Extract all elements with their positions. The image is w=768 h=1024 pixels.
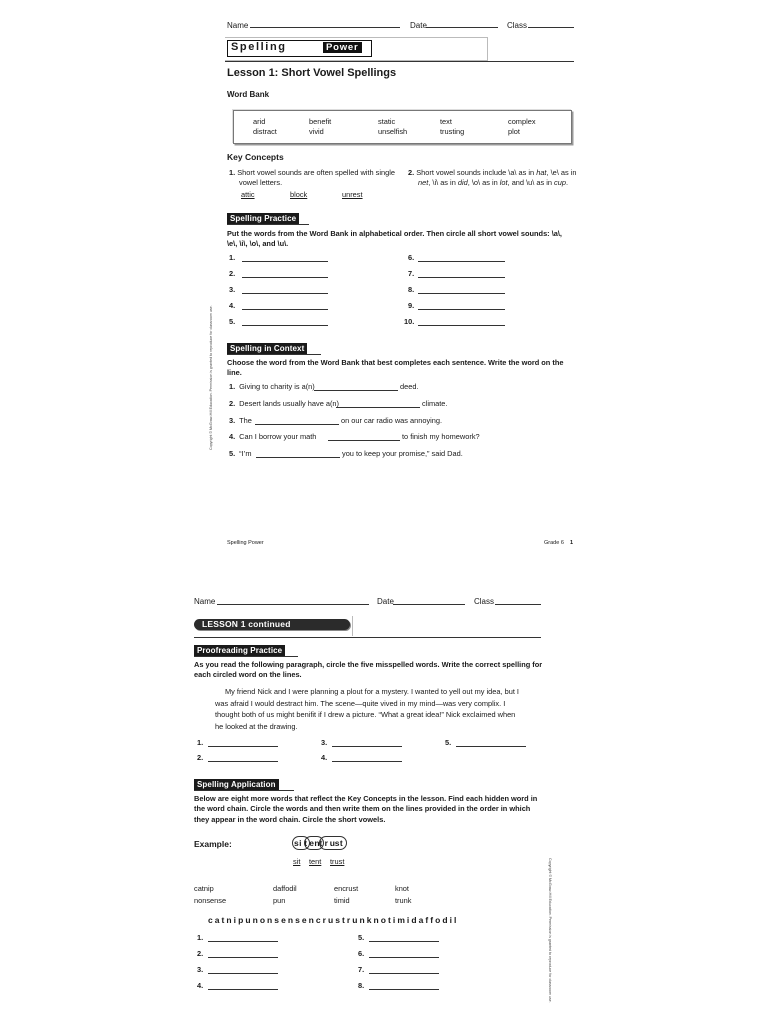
app-tag-rule [194, 790, 294, 791]
word-bank-word: static [378, 117, 396, 126]
spelling-power-logo [227, 40, 372, 57]
practice-answer-line[interactable] [418, 309, 505, 310]
proof-answer-line[interactable] [208, 746, 278, 747]
proof-instructions-2: each circled word on the lines. [194, 670, 302, 679]
application-number: 4. [197, 981, 204, 990]
copyright-sidebar-2: Copyright © McGraw-Hill Education. Permission is granted to reproduce for classroom use. [548, 858, 552, 1003]
class-line [528, 27, 574, 28]
logo-power-text: Power [323, 42, 362, 53]
practice-answer-line[interactable] [242, 261, 328, 262]
application-answer-line[interactable] [208, 989, 278, 990]
example-word: trust [330, 857, 345, 866]
practice-number: 10. [404, 317, 415, 326]
header-rule-2 [194, 637, 541, 638]
word-bank-title: Word Bank [227, 90, 270, 99]
context-answer-line[interactable] [314, 390, 398, 391]
example-word: sit [293, 857, 301, 866]
application-answer-line[interactable] [208, 941, 278, 942]
application-word: trunk [395, 896, 412, 905]
context-after-text: on our car radio was annoying. [341, 416, 443, 425]
example-chain-letter: e [309, 838, 315, 848]
example-word: tent [309, 857, 322, 866]
concept-1-example-3: unrest [342, 190, 363, 199]
application-answer-line[interactable] [208, 957, 278, 958]
concept-2-cont: net, \i\ as in did, \o\ as in lot, and \u\ as in cup. [418, 178, 569, 187]
proof-number: 1. [197, 738, 204, 747]
name-line-2 [217, 604, 369, 605]
paragraph-line: My friend Nick and I were planning a plout for a mystery. I wanted to yell out my idea, but I [225, 687, 519, 696]
application-answer-line[interactable] [369, 989, 439, 990]
proof-answer-line[interactable] [332, 746, 402, 747]
footer-title: Spelling Power [227, 540, 264, 546]
practice-answer-line[interactable] [242, 309, 328, 310]
context-answer-line[interactable] [336, 407, 420, 408]
context-number: 1. [229, 382, 236, 391]
logo-spelling-text: Spelling [231, 41, 287, 53]
word-bank-word: vivid [309, 127, 324, 136]
example-chain-letter: n [314, 838, 320, 848]
practice-number: 7. [408, 269, 415, 278]
application-instruction-line: the word chain. Circle the words and then write them on the lines provided in the order in which [194, 804, 531, 814]
context-before-text: Desert lands usually have a(n) [239, 399, 339, 408]
context-instructions-1: Choose the word from the Word Bank that best completes each sentence. Write the word on the [227, 358, 564, 367]
context-sentence [229, 449, 252, 458]
date-label: Date [410, 21, 427, 30]
word-bank-word: benefit [309, 117, 332, 126]
concept-1-example-2: block [290, 190, 308, 199]
context-sentence [229, 382, 315, 391]
concept-1-num: 1. [229, 168, 236, 177]
word-bank-word: text [440, 117, 452, 126]
example-chain-letter: t [319, 838, 323, 848]
word-bank-word: complex [508, 117, 536, 126]
context-sentence [229, 416, 252, 425]
practice-number: 4. [229, 301, 236, 310]
application-number: 3. [197, 965, 204, 974]
context-after-text: climate. [422, 399, 448, 408]
application-answer-line[interactable] [208, 973, 278, 974]
application-word: catnip [194, 884, 214, 893]
practice-answer-line[interactable] [418, 277, 505, 278]
key-concepts-title: Key Concepts [227, 152, 284, 162]
practice-instructions-2: \e\, \i\, \o\, and \u\. [227, 239, 289, 248]
proof-answer-line[interactable] [332, 761, 402, 762]
application-word: daffodil [273, 884, 297, 893]
application-number: 2. [197, 949, 204, 958]
copyright-sidebar: Copyright © McGraw-Hill Education. Permission is granted to reproduce for classroom use. [209, 305, 213, 450]
practice-number: 1. [229, 253, 236, 262]
practice-answer-line[interactable] [418, 293, 505, 294]
context-answer-line[interactable] [256, 457, 340, 458]
date-line-2 [393, 604, 465, 605]
lesson-title: Lesson 1: Short Vowel Spellings [227, 67, 397, 79]
application-word: pun [273, 896, 286, 905]
word-bank-word: unselfish [378, 127, 408, 136]
spelling-application-tag: Spelling Application [194, 779, 279, 790]
practice-number: 3. [229, 285, 236, 294]
example-circle [319, 836, 347, 850]
context-after-text: deed. [400, 382, 419, 391]
practice-number: 8. [408, 285, 415, 294]
context-tag-rule [227, 354, 321, 355]
header-rule [225, 61, 574, 62]
context-number: 2. [229, 399, 236, 408]
context-number: 3. [229, 416, 236, 425]
concept-1-example-1: attic [241, 190, 255, 199]
footer-page-number: 1 [570, 540, 574, 546]
context-answer-line[interactable] [255, 424, 339, 425]
concept-2: 2. Short vowel sounds include \a\ as in hat, \e\ as in [408, 168, 577, 177]
proof-instructions-1: As you read the following paragraph, circle the five misspelled words. Write the correct spelling for [194, 660, 543, 669]
proof-number: 4. [321, 753, 328, 762]
paragraph-line: he looked at the drawing. [215, 721, 298, 731]
application-number: 1. [197, 933, 204, 942]
context-after-text: you to keep your promise,” said Dad. [342, 449, 463, 458]
practice-number: 2. [229, 269, 236, 278]
practice-tag-rule [227, 224, 309, 225]
name-label-2: Name [194, 597, 216, 606]
example-label: Example: [194, 839, 232, 849]
spelling-practice-tag: Spelling Practice [227, 213, 299, 224]
example-chain-letter: t [339, 838, 343, 848]
application-instruction-line: Below are eight more words that reflect the Key Concepts in the lesson. Find each hidden word in [194, 794, 538, 803]
proof-number: 2. [197, 753, 204, 762]
practice-answer-line[interactable] [242, 325, 328, 326]
example-chain-letter: r [324, 838, 328, 848]
application-number: 8. [358, 981, 365, 990]
context-sentence [229, 399, 339, 408]
proof-number: 5. [445, 738, 452, 747]
practice-number: 9. [408, 301, 415, 310]
lesson-banner [194, 619, 350, 630]
application-word: timid [334, 896, 350, 905]
word-chain: catnipunonsensencrustrunknotimidaffodil [208, 915, 459, 925]
spelling-in-context-tag: Spelling in Context [227, 343, 307, 354]
application-word: knot [395, 884, 409, 893]
concept-1-cont: vowel letters. [239, 178, 283, 187]
practice-number: 5. [229, 317, 236, 326]
practice-answer-line[interactable] [242, 293, 328, 294]
application-number: 5. [358, 933, 365, 942]
paragraph-line: thought both of us might benifit if I drew a picture. “What a great idea!” Nick exclaimed when [215, 710, 516, 719]
banner-divider [352, 616, 353, 636]
proof-number: 3. [321, 738, 328, 747]
practice-answer-line[interactable] [418, 325, 505, 326]
date-line [426, 27, 498, 28]
practice-answer-line[interactable] [418, 261, 505, 262]
application-word: encrust [334, 884, 359, 893]
class-line-2 [495, 604, 541, 605]
example-chain-letter: t [304, 838, 308, 848]
concept-1-text: Short vowel sounds are often spelled with single [237, 168, 395, 177]
context-answer-line[interactable] [328, 440, 400, 441]
class-label-2: Class [474, 597, 495, 606]
application-number: 7. [358, 965, 365, 974]
word-bank-word: arid [253, 117, 266, 126]
proof-tag-rule [194, 656, 298, 657]
footer-grade: Grade 6 [544, 540, 564, 546]
application-instruction-line: they appear in the word chain. Circle the short vowels. [194, 814, 386, 824]
proof-answer-line[interactable] [456, 746, 526, 747]
lesson-banner-text: LESSON 1 continued [202, 619, 291, 629]
context-before-text: The [239, 416, 252, 425]
name-line [250, 27, 400, 28]
proofreading-practice-tag: Proofreading Practice [194, 645, 285, 656]
example-chain-letter: s [334, 838, 340, 848]
application-answer-line[interactable] [369, 957, 439, 958]
context-before-text: Can I borrow your math [239, 432, 317, 441]
example-chain-letter: s [294, 838, 299, 848]
practice-answer-line[interactable] [242, 277, 328, 278]
paragraph-line: was afraid I would destract him. The scene—quite vived in my mind—was very complix. I [215, 698, 506, 708]
date-label-2: Date [377, 597, 394, 606]
context-instructions-2: line. [227, 368, 242, 377]
context-before-text: “I’m [239, 449, 252, 458]
application-answer-line[interactable] [369, 941, 439, 942]
context-sentence [229, 432, 316, 441]
context-number: 5. [229, 449, 236, 458]
application-word: nonsense [194, 896, 227, 905]
application-number: 6. [358, 949, 365, 958]
context-number: 4. [229, 432, 236, 441]
name-label: Name [227, 21, 249, 30]
example-chain-letter: u [329, 838, 335, 848]
concept-1 [229, 168, 395, 177]
application-answer-line[interactable] [369, 973, 439, 974]
practice-number: 6. [408, 253, 415, 262]
context-after-text: to finish my homework? [402, 432, 480, 441]
context-before-text: Giving to charity is a(n) [239, 382, 315, 391]
class-label: Class [507, 21, 528, 30]
example-chain-letter: i [299, 838, 302, 848]
word-bank-word: distract [253, 127, 277, 136]
proof-answer-line[interactable] [208, 761, 278, 762]
practice-instructions-1: Put the words from the Word Bank in alphabetical order. Then circle all short vowel sounds: \a\, [227, 229, 562, 238]
word-bank-word: plot [508, 127, 520, 136]
word-bank-word: trusting [440, 127, 465, 136]
